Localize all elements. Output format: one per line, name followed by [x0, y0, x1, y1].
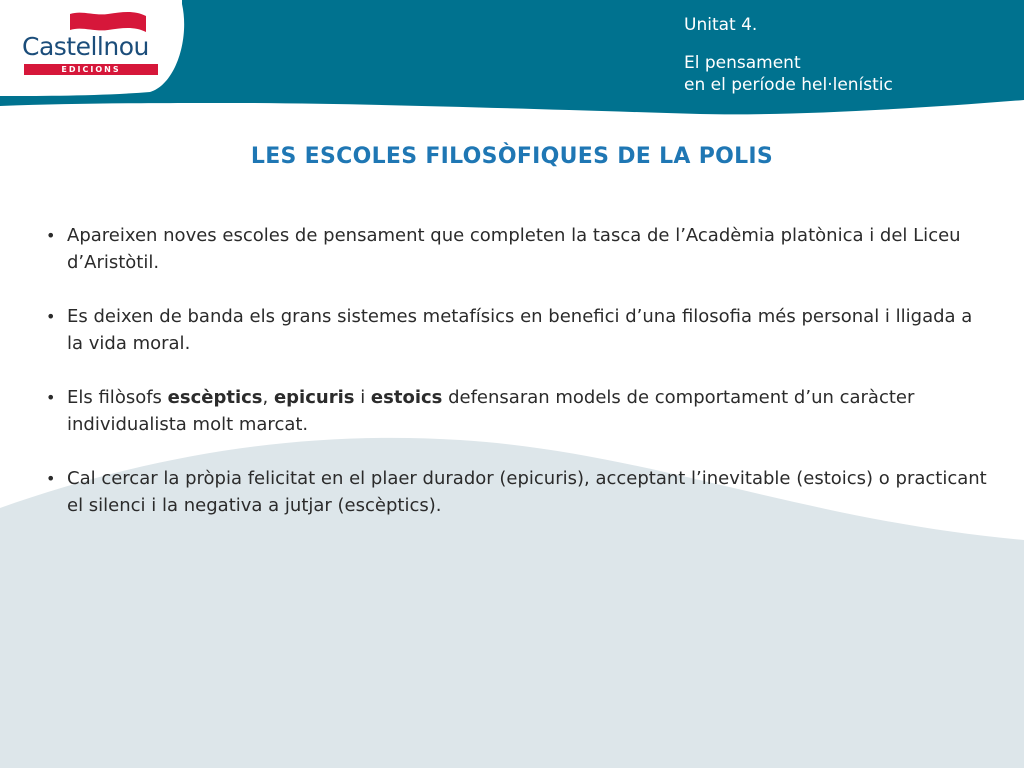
term-stoics: estoics [370, 387, 443, 408]
slide-title: LES ESCOLES FILOSÒFIQUES DE LA POLIS [250, 144, 774, 169]
unit-header [684, 14, 893, 96]
bullet-item [44, 222, 994, 276]
bullet-text [67, 387, 914, 435]
bullet-text-pre: Els filòsofs [67, 387, 168, 408]
term-epicureans: epicuris [273, 387, 355, 408]
bullet-icon: • [46, 388, 56, 407]
bullet-text: Apareixen noves escoles de pensament que completen la tasca de l’Acadèmia platònica i del Liceu d’Aristòtil. [67, 225, 961, 273]
bullet-list [44, 222, 994, 546]
brand-subtitle: EDICIONS [61, 65, 121, 74]
bullet-item [44, 303, 994, 357]
bullet-item [44, 465, 994, 519]
bullet-icon: • [46, 307, 56, 326]
brand-name: Castellnou [22, 32, 149, 61]
bullet-text-post: defensaran models de comportament d’un caràcter individualista molt marcat. [67, 387, 915, 435]
bullet-item [44, 384, 994, 438]
bullet-text-sep2: i [354, 387, 371, 408]
bullet-text: Cal cercar la pròpia felicitat en el plaer durador (epicuris), acceptant l’inevitable (estoics) o practicant el silenci i la negativa a jutjar (escèptics). [67, 468, 987, 516]
unit-number: Unitat 4. [684, 15, 758, 35]
term-sceptics: escèptics [167, 387, 263, 408]
unit-subtitle-line1: El pensament [684, 53, 801, 73]
bullet-icon: • [46, 226, 56, 245]
bullet-icon: • [46, 469, 56, 488]
unit-subtitle-line2: en el període hel·lenístic [684, 75, 893, 95]
bullet-text-sep1: , [262, 387, 274, 408]
bullet-text: Es deixen de banda els grans sistemes metafísics en benefici d’una filosofia més personal i lligada a la vida moral. [67, 306, 973, 354]
